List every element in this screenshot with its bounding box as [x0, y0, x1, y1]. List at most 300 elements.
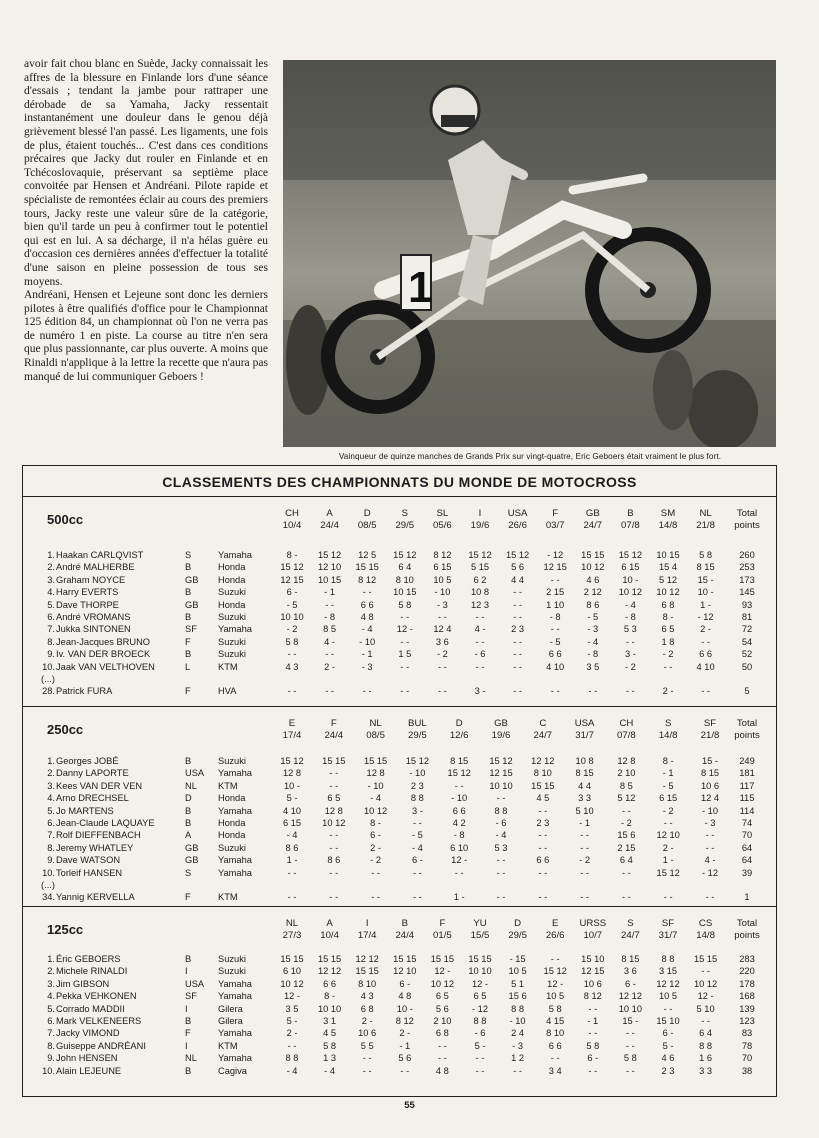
race-result: 6 - [411, 855, 423, 866]
rider-position: 7. [47, 624, 55, 635]
race-result: 15 12 [405, 756, 430, 766]
rider-total: 117 [739, 780, 755, 791]
race-result: - - [400, 612, 410, 622]
rider-bike: Gilera [218, 1003, 243, 1014]
race-result: 5 3 [623, 624, 637, 635]
rider-total: 78 [741, 1040, 753, 1051]
race-result: - - [588, 1003, 598, 1014]
race-result: 10 6 [700, 780, 720, 791]
rider-bike: Suzuki [218, 756, 246, 766]
race-result: 8 10 [533, 768, 552, 779]
race-result: 15 12 [656, 867, 680, 878]
race-result: 5 15 [470, 562, 490, 573]
race-result: 10 12 [322, 818, 346, 828]
rider-nation: B [185, 587, 192, 598]
race-result: 4 10 [546, 661, 565, 672]
gp-header: URSS 10/7 [579, 918, 607, 941]
rider-position: 3. [47, 978, 55, 989]
race-result: - - [550, 574, 560, 585]
race-result: 2 - [399, 1028, 411, 1039]
gp-header: S 29/5 [395, 508, 415, 531]
race-result: - - [622, 805, 631, 816]
rider-name: André VROMANS [56, 612, 131, 622]
race-result: 4 - [324, 636, 336, 647]
race-result: - 4 [286, 1065, 298, 1076]
rider-name: Jeremy WHATLEY [56, 842, 134, 853]
race-result: 15 15 [363, 756, 388, 766]
race-result: 6 - [624, 978, 636, 989]
race-result: 8 15 [700, 768, 720, 779]
race-result: 15 15 [355, 966, 379, 977]
race-result: - - [329, 780, 339, 791]
race-result: - 10 [367, 780, 384, 791]
race-result: 6 - [662, 1028, 674, 1039]
gp-header: BUL 29/5 [408, 718, 427, 741]
race-result: - - [475, 1065, 485, 1076]
rider-name: Haakan CARLQVIST [56, 550, 144, 560]
rider-nation: A [185, 830, 192, 841]
race-result: - - [580, 867, 589, 878]
rider-position: (...) [41, 674, 55, 684]
rider-bike: Yamaha [218, 1053, 252, 1064]
race-result: 5 6 [398, 1053, 412, 1064]
rider-position: 4. [47, 587, 55, 598]
race-result: - 12 [697, 612, 714, 622]
race-result: 8 8 [511, 1003, 525, 1014]
article-paragraph: Andréani, Hensen et Lejeune sont donc les derniers pilotes à être qualifiés d'office pour le Championnat 125 édition 84, un championnat où l'on ne verra pas de numéro 1 en piste. La course au titre n'en sera que plus passionnante, car plus ouverte. A moins que Rinaldi n'applique à la lettre la recette que n'aura pas manqué de lui communiquer Geboers ! [24, 289, 268, 383]
race-result: - 5 [411, 830, 423, 841]
race-result: 1 8 [661, 636, 675, 647]
rider-bike: Yamaha [218, 805, 252, 816]
race-result: 2 - [662, 842, 674, 853]
article-text [24, 58, 268, 384]
rider-position: 28. [42, 686, 55, 697]
article-paragraph: avoir fait chou blanc en Suède, Jacky connaissait les affres de la blessure en Finlande lors d'une séance d'essais ; tendant la jambe pour rattraper une dérobade de sa Yamaha, Jacky ressentait instantanément une douleur dans le genou déjà grièvement blessé l'an passé. Les ligaments, une fois de plus, étaient touchés... C'est dans ces conditions précaires que Jacky dut rouler en Finlande et en Tchécoslovaquie, préservant sa septième place convoitée par Hensen et Andréani. Pilote rapide et spécialiste de remontées éclair au cours des premiers tours, Jacky reste une valeur sûre de la catégorie, bien qu'il tarde un peu à confirmer tout le potentiel qui est en lui. A sa décharge, il n'a hélas guère eu d'occasion ces dernières années d'effectuer la totalité d'une saison en pleine possession de tous ses moyens. [24, 58, 268, 288]
rider-position: 8. [47, 636, 55, 647]
race-result: - 10 [359, 636, 376, 647]
gp-header: D 29/5 [508, 918, 527, 941]
race-result: - - [287, 1040, 297, 1051]
race-result: 12 12 [531, 756, 555, 766]
race-result: - 8 [587, 649, 599, 660]
rider-total: 249 [739, 756, 755, 766]
race-result: 5 12 [617, 793, 636, 804]
gp-header: E 26/6 [545, 918, 565, 941]
race-result: 10 15 [656, 550, 680, 560]
race-result: 5 8 [548, 1003, 562, 1014]
page-number: 55 [404, 1100, 415, 1111]
race-result: 4 3 [360, 991, 374, 1002]
rider-position: 7. [47, 1028, 55, 1039]
race-result: 15 12 [505, 550, 530, 560]
rider-nation: GB [185, 855, 199, 866]
rider-total: 139 [739, 1003, 755, 1014]
race-result: - - [438, 1053, 447, 1064]
race-result: - 6 [474, 1028, 486, 1039]
race-result: - 12 [547, 550, 564, 560]
rider-position: 5. [47, 1003, 55, 1014]
rider-position: 10. [42, 867, 55, 878]
race-result: - 12 [471, 1003, 489, 1014]
race-result: 4 - [474, 624, 486, 635]
race-result: - - [580, 892, 589, 903]
race-result: - 2 [620, 818, 632, 828]
gp-header: C 24/7 [533, 718, 553, 741]
race-result: 12 4 [433, 624, 452, 635]
race-result: 12 8 [282, 768, 302, 779]
rider-position: 3. [47, 574, 55, 585]
race-result: 15 15 [322, 756, 346, 766]
race-result: 6 6 [699, 649, 713, 660]
race-result: 10 12 [363, 805, 388, 816]
rider-nation: F [185, 636, 191, 647]
race-result: - 10 [509, 1016, 526, 1026]
race-result: 15 - [622, 1016, 639, 1026]
race-result: - 2 [662, 649, 674, 660]
race-result: 12 - [396, 624, 413, 635]
rider-name: Jaak VAN VELTHOVEN [56, 661, 155, 672]
race-result: - 12 [701, 867, 719, 878]
rider-total: 5 [744, 686, 750, 697]
rider-name: Dave WATSON [56, 855, 121, 866]
race-result: - - [438, 1040, 447, 1051]
race-result: 15 12 [393, 550, 417, 560]
race-result: 15 15 [280, 954, 304, 964]
race-result: 4 8 [360, 612, 374, 622]
rider-name: Harry EVERTS [56, 587, 119, 598]
gp-header: D 08/5 [357, 508, 377, 531]
total-header: Total points [734, 918, 760, 941]
gp-header: NL 08/5 [366, 718, 385, 741]
race-result: 5 12 [658, 574, 678, 585]
rider-bike: KTM [218, 1040, 238, 1051]
race-result: 12 - [283, 991, 301, 1002]
race-result: 6 15 [659, 793, 678, 804]
race-result: - 3 [361, 661, 373, 672]
rider-name: Jean-Jacques BRUNO [56, 636, 151, 647]
race-result: - 8 [453, 830, 465, 841]
race-result: - 10 [701, 805, 719, 816]
race-result: 6 15 [282, 818, 302, 828]
rider-total: 52 [741, 649, 753, 660]
race-result: 6 5 [473, 991, 487, 1002]
race-result: 12 - [451, 855, 468, 866]
race-result: 10 12 [656, 587, 680, 598]
race-result: - 2 [370, 855, 382, 866]
race-result: 15 12 [618, 550, 643, 560]
race-result: 2 - [370, 842, 382, 853]
race-result: 3 3 [699, 1065, 713, 1076]
rider-nation: B [185, 1016, 192, 1026]
rider-bike: Suzuki [218, 954, 246, 964]
race-result: 15 6 [617, 830, 636, 841]
race-result: - - [626, 636, 635, 647]
rider-nation: I [185, 1003, 188, 1014]
race-result: 8 8 [410, 793, 424, 804]
gp-header: NL 27/3 [282, 918, 302, 941]
rider-bike: Yamaha [218, 550, 252, 560]
race-result: 5 3 [494, 842, 508, 853]
race-result: - - [287, 892, 297, 903]
rider-position: 8. [47, 842, 55, 853]
race-result: 12 5 [358, 550, 377, 560]
race-result: - - [705, 892, 715, 903]
race-result: - - [622, 892, 631, 903]
rider-total: 145 [739, 587, 755, 598]
rider-bike: Yamaha [218, 867, 252, 878]
rider-position: 4. [47, 793, 55, 804]
race-result: - 4 [495, 830, 507, 841]
gp-header: B 07/8 [621, 508, 640, 531]
race-result: 2 - [324, 661, 336, 672]
race-result: - - [701, 686, 710, 697]
gp-header: GB 19/6 [491, 718, 511, 741]
race-result: 12 8 [366, 768, 385, 779]
race-result: - - [362, 1065, 372, 1076]
race-result: - - [701, 966, 710, 977]
race-result: - - [496, 855, 506, 866]
race-result: - 6 [495, 818, 507, 828]
rider-bike: Yamaha [218, 624, 252, 635]
rider-bike: Cagiva [218, 1065, 247, 1076]
race-result: 2 15 [617, 842, 636, 853]
rider-position: 4. [47, 991, 55, 1002]
class-name: 250cc [47, 722, 84, 737]
rider-total: 64 [741, 855, 753, 866]
class-name: 500cc [47, 512, 84, 527]
race-result: 10 - [622, 574, 639, 585]
rider-position: 10. [42, 661, 55, 672]
rider-name: Jim GIBSON [56, 978, 110, 989]
race-result: - 10 [434, 587, 451, 598]
race-result: 15 - [701, 756, 719, 766]
race-result: 15 12 [447, 768, 471, 779]
race-result: - - [622, 867, 631, 878]
race-result: 8 10 [546, 1028, 565, 1039]
race-result: - 15 [509, 954, 526, 964]
race-result: 10 12 [430, 978, 455, 989]
race-result: 15 4 [658, 562, 678, 573]
race-result: - - [475, 636, 485, 647]
race-result: 5 10 [696, 1003, 715, 1014]
race-result: 3 - [411, 805, 423, 816]
rider-nation: F [185, 686, 191, 697]
race-result: 2 3 [661, 1065, 675, 1076]
rider-nation: GB [185, 599, 199, 610]
rider-nation: B [185, 954, 192, 964]
rider-nation: SF [185, 991, 197, 1002]
race-result: - - [705, 830, 715, 841]
rider-bike: Yamaha [218, 855, 252, 866]
race-result: - 1 [324, 587, 336, 598]
race-result: 6 - [399, 978, 411, 989]
rider-nation: B [185, 649, 192, 660]
race-result: 2 12 [583, 587, 602, 598]
race-result: - 5 [286, 599, 298, 610]
rider-photo [283, 60, 776, 447]
rider-name: André MALHERBE [56, 562, 135, 573]
race-result: 10 - [283, 780, 301, 791]
race-result: 5 8 [699, 550, 713, 560]
rider-nation: NL [185, 1053, 197, 1064]
race-result: 4 6 [586, 574, 600, 585]
number-plate: 1 [408, 263, 433, 312]
race-result: - - [454, 780, 464, 791]
rider-nation: S [185, 867, 192, 878]
rider-nation: NL [185, 780, 197, 791]
race-result: - - [626, 1028, 635, 1039]
race-result: - - [701, 636, 710, 647]
rider-bike: Suzuki [218, 842, 246, 853]
rider-position: 3. [47, 780, 55, 791]
race-result: 5 10 [575, 805, 594, 816]
gp-header: YU 15/5 [470, 918, 490, 941]
rider-total: 50 [741, 661, 753, 672]
race-result: 6 6 [452, 805, 466, 816]
race-result: - - [371, 867, 380, 878]
race-result: 10 12 [618, 587, 643, 598]
race-result: - 1 [587, 1016, 599, 1026]
race-result: - 2 [286, 624, 298, 635]
race-result: 12 10 [656, 830, 680, 841]
race-result: 2 - [286, 1028, 298, 1039]
race-result: 12 15 [280, 574, 304, 585]
race-result: 3 6 [623, 966, 637, 977]
rider-name: Patrick FURA [56, 686, 113, 697]
rider-nation: B [185, 805, 192, 816]
rider-nation: GB [185, 574, 199, 585]
race-result: 3 3 [578, 793, 592, 804]
race-result: 15 15 [355, 562, 379, 573]
race-result: - - [663, 1003, 673, 1014]
rider-total: 38 [741, 1065, 753, 1076]
rider-position: 2. [47, 768, 55, 779]
race-result: 2 - [700, 624, 712, 635]
race-result: - - [438, 686, 447, 697]
race-result: 8 12 [395, 1016, 414, 1026]
race-result: 5 8 [623, 1053, 637, 1064]
race-result: 12 8 [617, 756, 636, 766]
race-result: - 5 [662, 780, 674, 791]
rider-name: Pekka VEHKONEN [56, 991, 137, 1002]
race-result: 10 15 [393, 587, 417, 598]
race-result: - - [287, 686, 297, 697]
race-result: 4 - [704, 855, 716, 866]
race-result: - - [329, 867, 339, 878]
race-result: - 3 [512, 1040, 524, 1051]
rider-nation: B [185, 612, 192, 622]
race-result: - - [329, 768, 339, 779]
gp-header: SM 14/8 [658, 508, 678, 531]
rider-bike: Honda [218, 793, 246, 804]
race-result: 6 4 [619, 855, 633, 866]
race-result: 10 8 [575, 756, 594, 766]
race-result: 12 15 [581, 966, 605, 977]
race-result: - - [580, 842, 589, 853]
gp-header: A 24/4 [320, 508, 339, 531]
race-result: 10 12 [581, 562, 605, 573]
rider-nation: I [185, 966, 188, 977]
race-result: - 2 [662, 805, 674, 816]
race-result: 8 - [370, 818, 382, 828]
race-result: 8 8 [661, 954, 675, 964]
race-result: 4 3 [285, 661, 299, 672]
race-result: - 8 [624, 612, 636, 622]
race-result: 8 5 [619, 780, 633, 791]
race-result: 10 10 [618, 1003, 643, 1014]
race-result: 15 10 [581, 954, 605, 964]
race-result: - - [496, 892, 506, 903]
rider-total: 39 [741, 867, 753, 878]
race-result: 4 8 [435, 1065, 449, 1076]
rider-nation: L [185, 661, 191, 672]
race-result: - - [454, 867, 464, 878]
rider-bike: Yamaha [218, 991, 252, 1002]
race-result: - - [475, 612, 485, 622]
race-result: 6 6 [323, 978, 337, 989]
gp-header: CS 14/8 [696, 918, 715, 941]
race-result: 15 10 [656, 1016, 680, 1026]
race-result: - - [580, 830, 589, 841]
rider-total: 70 [741, 830, 753, 841]
race-result: 5 6 [511, 562, 525, 573]
race-result: - 10 [451, 793, 468, 804]
rider-nation: GB [185, 842, 199, 853]
race-result: 8 10 [395, 574, 414, 585]
rider-nation: B [185, 818, 192, 828]
rider-total: 115 [739, 793, 755, 804]
rider-name: Guiseppe ANDRÉANI [56, 1040, 146, 1051]
race-result: 4 5 [323, 1028, 337, 1039]
race-result: 6 6 [360, 599, 374, 610]
gp-header: NL 21/8 [696, 508, 715, 531]
race-result: 6 15 [433, 562, 452, 573]
race-result: 5 8 [285, 636, 299, 647]
class-separator [23, 906, 776, 907]
race-result: 12 - [434, 966, 451, 977]
rider-position: 9. [47, 1053, 55, 1064]
rider-position: 9. [47, 649, 55, 660]
gp-header: CH 07/8 [617, 718, 636, 741]
race-result: 10 10 [468, 966, 492, 977]
rider-bike: Honda [218, 599, 246, 610]
gp-header: SF 31/7 [658, 918, 678, 941]
race-result: 15 12 [280, 562, 304, 573]
race-result: - 1 [662, 768, 674, 779]
race-result: 8 12 [433, 550, 452, 560]
race-result: - - [701, 1016, 710, 1026]
rider-bike: Honda [218, 562, 246, 573]
rider-total: 220 [739, 966, 755, 977]
rider-total: 114 [739, 805, 755, 816]
race-result: 8 12 [583, 991, 602, 1002]
rider-position: 34. [42, 892, 55, 903]
race-result: 12 12 [618, 991, 643, 1002]
race-result: 5 5 [360, 1040, 374, 1051]
race-result: 2 10 [617, 768, 636, 779]
race-result: - 8 [549, 612, 561, 622]
race-result: 4 10 [696, 661, 715, 672]
rider-bike: Suzuki [218, 587, 246, 598]
rider-name: Yannig KERVELLA [56, 892, 135, 903]
race-result: - - [513, 661, 522, 672]
race-result: - - [513, 587, 522, 598]
race-result: - - [538, 830, 548, 841]
race-result: 8 8 [473, 1016, 487, 1026]
race-result: 8 10 [358, 978, 377, 989]
rider-nation: S [185, 550, 192, 560]
gp-header: D 12/6 [449, 718, 469, 741]
